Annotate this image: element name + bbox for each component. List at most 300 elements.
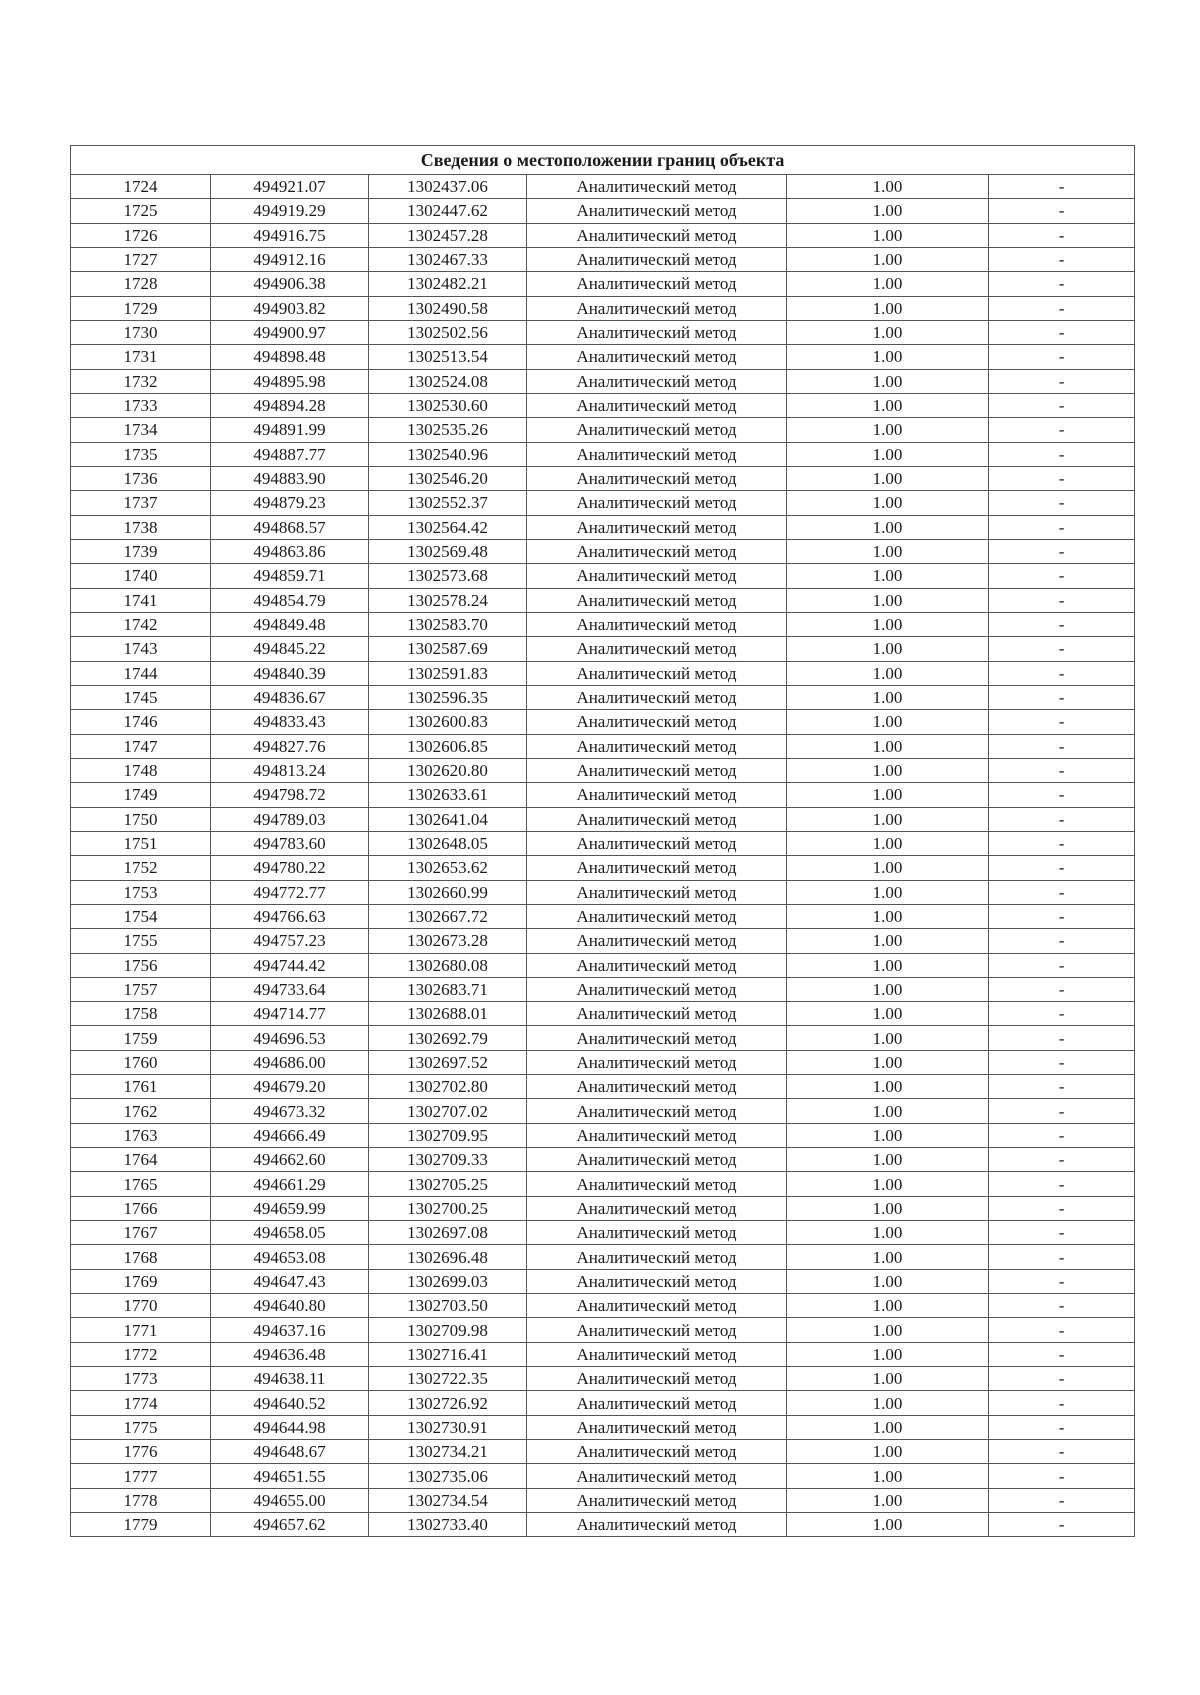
y-coordinate-cell: 1302437.06 (369, 175, 527, 199)
x-coordinate-cell: 494696.53 (211, 1026, 369, 1050)
accuracy-cell: 1.00 (787, 1026, 989, 1050)
description-cell: - (989, 1002, 1135, 1026)
table-row (71, 1269, 1135, 1293)
table-row (71, 1391, 1135, 1415)
point-number-cell: 1757 (71, 977, 211, 1001)
accuracy-cell: 1.00 (787, 1391, 989, 1415)
table-row (71, 369, 1135, 393)
x-coordinate-cell: 494658.05 (211, 1221, 369, 1245)
description-cell: - (989, 199, 1135, 223)
y-coordinate-cell: 1302482.21 (369, 272, 527, 296)
description-cell: - (989, 661, 1135, 685)
x-coordinate-cell: 494789.03 (211, 807, 369, 831)
table-row (71, 1196, 1135, 1220)
table-row (71, 442, 1135, 466)
accuracy-cell: 1.00 (787, 1342, 989, 1366)
point-number-cell: 1740 (71, 564, 211, 588)
document-page (70, 145, 1134, 1537)
point-number-cell: 1727 (71, 247, 211, 271)
method-cell: Аналитический метод (527, 1221, 787, 1245)
x-coordinate-cell: 494640.52 (211, 1391, 369, 1415)
method-cell: Аналитический метод (527, 345, 787, 369)
table-row (71, 710, 1135, 734)
x-coordinate-cell: 494657.62 (211, 1513, 369, 1537)
x-coordinate-cell: 494640.80 (211, 1294, 369, 1318)
x-coordinate-cell: 494887.77 (211, 442, 369, 466)
method-cell: Аналитический метод (527, 1464, 787, 1488)
description-cell: - (989, 783, 1135, 807)
description-cell: - (989, 685, 1135, 709)
table-row (71, 1294, 1135, 1318)
y-coordinate-cell: 1302578.24 (369, 588, 527, 612)
accuracy-cell: 1.00 (787, 1123, 989, 1147)
description-cell: - (989, 1367, 1135, 1391)
y-coordinate-cell: 1302447.62 (369, 199, 527, 223)
method-cell: Аналитический метод (527, 199, 787, 223)
y-coordinate-cell: 1302699.03 (369, 1269, 527, 1293)
y-coordinate-cell: 1302697.52 (369, 1050, 527, 1074)
y-coordinate-cell: 1302467.33 (369, 247, 527, 271)
x-coordinate-cell: 494638.11 (211, 1367, 369, 1391)
accuracy-cell: 1.00 (787, 588, 989, 612)
accuracy-cell: 1.00 (787, 612, 989, 636)
x-coordinate-cell: 494895.98 (211, 369, 369, 393)
y-coordinate-cell: 1302564.42 (369, 515, 527, 539)
x-coordinate-cell: 494662.60 (211, 1148, 369, 1172)
x-coordinate-cell: 494798.72 (211, 783, 369, 807)
x-coordinate-cell: 494859.71 (211, 564, 369, 588)
point-number-cell: 1779 (71, 1513, 211, 1537)
x-coordinate-cell: 494772.77 (211, 880, 369, 904)
x-coordinate-cell: 494733.64 (211, 977, 369, 1001)
x-coordinate-cell: 494868.57 (211, 515, 369, 539)
y-coordinate-cell: 1302707.02 (369, 1099, 527, 1123)
point-number-cell: 1765 (71, 1172, 211, 1196)
method-cell: Аналитический метод (527, 1367, 787, 1391)
table-row (71, 1367, 1135, 1391)
point-number-cell: 1749 (71, 783, 211, 807)
boundary-coordinates-table (70, 145, 1135, 1537)
method-cell: Аналитический метод (527, 612, 787, 636)
y-coordinate-cell: 1302660.99 (369, 880, 527, 904)
description-cell: - (989, 564, 1135, 588)
table-row (71, 831, 1135, 855)
accuracy-cell: 1.00 (787, 637, 989, 661)
method-cell: Аналитический метод (527, 539, 787, 563)
method-cell: Аналитический метод (527, 880, 787, 904)
point-number-cell: 1726 (71, 223, 211, 247)
method-cell: Аналитический метод (527, 783, 787, 807)
description-cell: - (989, 345, 1135, 369)
y-coordinate-cell: 1302591.83 (369, 661, 527, 685)
description-cell: - (989, 491, 1135, 515)
description-cell: - (989, 1123, 1135, 1147)
y-coordinate-cell: 1302540.96 (369, 442, 527, 466)
table-row (71, 1123, 1135, 1147)
y-coordinate-cell: 1302696.48 (369, 1245, 527, 1269)
description-cell: - (989, 515, 1135, 539)
accuracy-cell: 1.00 (787, 904, 989, 928)
table-row (71, 612, 1135, 636)
method-cell: Аналитический метод (527, 466, 787, 490)
accuracy-cell: 1.00 (787, 1318, 989, 1342)
description-cell: - (989, 856, 1135, 880)
table-row (71, 1002, 1135, 1026)
accuracy-cell: 1.00 (787, 320, 989, 344)
method-cell: Аналитический метод (527, 1391, 787, 1415)
method-cell: Аналитический метод (527, 418, 787, 442)
description-cell: - (989, 296, 1135, 320)
x-coordinate-cell: 494637.16 (211, 1318, 369, 1342)
accuracy-cell: 1.00 (787, 491, 989, 515)
table-row (71, 272, 1135, 296)
accuracy-cell: 1.00 (787, 685, 989, 709)
y-coordinate-cell: 1302606.85 (369, 734, 527, 758)
method-cell: Аналитический метод (527, 1075, 787, 1099)
method-cell: Аналитический метод (527, 491, 787, 515)
table-row (71, 977, 1135, 1001)
method-cell: Аналитический метод (527, 1123, 787, 1147)
table-row (71, 904, 1135, 928)
method-cell: Аналитический метод (527, 1342, 787, 1366)
accuracy-cell: 1.00 (787, 661, 989, 685)
y-coordinate-cell: 1302620.80 (369, 758, 527, 782)
table-row (71, 856, 1135, 880)
y-coordinate-cell: 1302734.21 (369, 1440, 527, 1464)
accuracy-cell: 1.00 (787, 1075, 989, 1099)
description-cell: - (989, 880, 1135, 904)
y-coordinate-cell: 1302490.58 (369, 296, 527, 320)
point-number-cell: 1759 (71, 1026, 211, 1050)
point-number-cell: 1725 (71, 199, 211, 223)
table-row (71, 1440, 1135, 1464)
accuracy-cell: 1.00 (787, 247, 989, 271)
accuracy-cell: 1.00 (787, 1367, 989, 1391)
x-coordinate-cell: 494919.29 (211, 199, 369, 223)
table-row (71, 637, 1135, 661)
accuracy-cell: 1.00 (787, 418, 989, 442)
accuracy-cell: 1.00 (787, 1269, 989, 1293)
method-cell: Аналитический метод (527, 1294, 787, 1318)
point-number-cell: 1762 (71, 1099, 211, 1123)
x-coordinate-cell: 494679.20 (211, 1075, 369, 1099)
table-row (71, 223, 1135, 247)
description-cell: - (989, 1269, 1135, 1293)
accuracy-cell: 1.00 (787, 1002, 989, 1026)
point-number-cell: 1772 (71, 1342, 211, 1366)
description-cell: - (989, 393, 1135, 417)
accuracy-cell: 1.00 (787, 710, 989, 734)
accuracy-cell: 1.00 (787, 880, 989, 904)
x-coordinate-cell: 494833.43 (211, 710, 369, 734)
method-cell: Аналитический метод (527, 637, 787, 661)
x-coordinate-cell: 494916.75 (211, 223, 369, 247)
method-cell: Аналитический метод (527, 904, 787, 928)
y-coordinate-cell: 1302726.92 (369, 1391, 527, 1415)
x-coordinate-cell: 494836.67 (211, 685, 369, 709)
accuracy-cell: 1.00 (787, 296, 989, 320)
description-cell: - (989, 1342, 1135, 1366)
point-number-cell: 1724 (71, 175, 211, 199)
x-coordinate-cell: 494912.16 (211, 247, 369, 271)
y-coordinate-cell: 1302573.68 (369, 564, 527, 588)
y-coordinate-cell: 1302709.95 (369, 1123, 527, 1147)
point-number-cell: 1734 (71, 418, 211, 442)
accuracy-cell: 1.00 (787, 515, 989, 539)
point-number-cell: 1743 (71, 637, 211, 661)
table-row (71, 199, 1135, 223)
x-coordinate-cell: 494651.55 (211, 1464, 369, 1488)
point-number-cell: 1739 (71, 539, 211, 563)
description-cell: - (989, 710, 1135, 734)
point-number-cell: 1774 (71, 1391, 211, 1415)
table-row (71, 807, 1135, 831)
accuracy-cell: 1.00 (787, 929, 989, 953)
table-row (71, 1075, 1135, 1099)
table-row (71, 1513, 1135, 1537)
point-number-cell: 1771 (71, 1318, 211, 1342)
description-cell: - (989, 612, 1135, 636)
accuracy-cell: 1.00 (787, 442, 989, 466)
table-row (71, 734, 1135, 758)
y-coordinate-cell: 1302569.48 (369, 539, 527, 563)
method-cell: Аналитический метод (527, 1440, 787, 1464)
x-coordinate-cell: 494813.24 (211, 758, 369, 782)
table-row (71, 758, 1135, 782)
description-cell: - (989, 466, 1135, 490)
y-coordinate-cell: 1302683.71 (369, 977, 527, 1001)
point-number-cell: 1761 (71, 1075, 211, 1099)
description-cell: - (989, 1464, 1135, 1488)
y-coordinate-cell: 1302535.26 (369, 418, 527, 442)
y-coordinate-cell: 1302722.35 (369, 1367, 527, 1391)
point-number-cell: 1733 (71, 393, 211, 417)
accuracy-cell: 1.00 (787, 831, 989, 855)
description-cell: - (989, 1148, 1135, 1172)
method-cell: Аналитический метод (527, 1050, 787, 1074)
point-number-cell: 1744 (71, 661, 211, 685)
point-number-cell: 1755 (71, 929, 211, 953)
table-body (71, 175, 1135, 1537)
description-cell: - (989, 1318, 1135, 1342)
description-cell: - (989, 1196, 1135, 1220)
accuracy-cell: 1.00 (787, 856, 989, 880)
method-cell: Аналитический метод (527, 1318, 787, 1342)
x-coordinate-cell: 494898.48 (211, 345, 369, 369)
method-cell: Аналитический метод (527, 223, 787, 247)
table-title: Сведения о местоположении границ объекта (71, 146, 1135, 175)
table-row (71, 1050, 1135, 1074)
table-row (71, 1245, 1135, 1269)
accuracy-cell: 1.00 (787, 1099, 989, 1123)
method-cell: Аналитический метод (527, 515, 787, 539)
method-cell: Аналитический метод (527, 1269, 787, 1293)
x-coordinate-cell: 494766.63 (211, 904, 369, 928)
description-cell: - (989, 1245, 1135, 1269)
description-cell: - (989, 320, 1135, 344)
point-number-cell: 1738 (71, 515, 211, 539)
accuracy-cell: 1.00 (787, 977, 989, 1001)
accuracy-cell: 1.00 (787, 734, 989, 758)
y-coordinate-cell: 1302680.08 (369, 953, 527, 977)
y-coordinate-cell: 1302702.80 (369, 1075, 527, 1099)
description-cell: - (989, 977, 1135, 1001)
accuracy-cell: 1.00 (787, 272, 989, 296)
description-cell: - (989, 1099, 1135, 1123)
method-cell: Аналитический метод (527, 1513, 787, 1537)
y-coordinate-cell: 1302552.37 (369, 491, 527, 515)
table-row (71, 1464, 1135, 1488)
point-number-cell: 1751 (71, 831, 211, 855)
y-coordinate-cell: 1302653.62 (369, 856, 527, 880)
method-cell: Аналитический метод (527, 977, 787, 1001)
point-number-cell: 1746 (71, 710, 211, 734)
x-coordinate-cell: 494655.00 (211, 1488, 369, 1512)
point-number-cell: 1777 (71, 1464, 211, 1488)
y-coordinate-cell: 1302692.79 (369, 1026, 527, 1050)
point-number-cell: 1728 (71, 272, 211, 296)
accuracy-cell: 1.00 (787, 199, 989, 223)
accuracy-cell: 1.00 (787, 1172, 989, 1196)
accuracy-cell: 1.00 (787, 1440, 989, 1464)
point-number-cell: 1747 (71, 734, 211, 758)
description-cell: - (989, 1294, 1135, 1318)
x-coordinate-cell: 494903.82 (211, 296, 369, 320)
accuracy-cell: 1.00 (787, 539, 989, 563)
y-coordinate-cell: 1302600.83 (369, 710, 527, 734)
point-number-cell: 1729 (71, 296, 211, 320)
accuracy-cell: 1.00 (787, 1148, 989, 1172)
x-coordinate-cell: 494921.07 (211, 175, 369, 199)
x-coordinate-cell: 494673.32 (211, 1099, 369, 1123)
table-row (71, 175, 1135, 199)
x-coordinate-cell: 494647.43 (211, 1269, 369, 1293)
y-coordinate-cell: 1302734.54 (369, 1488, 527, 1512)
y-coordinate-cell: 1302709.33 (369, 1148, 527, 1172)
description-cell: - (989, 442, 1135, 466)
description-cell: - (989, 734, 1135, 758)
y-coordinate-cell: 1302513.54 (369, 345, 527, 369)
method-cell: Аналитический метод (527, 1172, 787, 1196)
description-cell: - (989, 1391, 1135, 1415)
method-cell: Аналитический метод (527, 1488, 787, 1512)
x-coordinate-cell: 494906.38 (211, 272, 369, 296)
description-cell: - (989, 539, 1135, 563)
table-row (71, 539, 1135, 563)
method-cell: Аналитический метод (527, 685, 787, 709)
table-row (71, 320, 1135, 344)
accuracy-cell: 1.00 (787, 466, 989, 490)
description-cell: - (989, 1221, 1135, 1245)
table-row (71, 1026, 1135, 1050)
accuracy-cell: 1.00 (787, 393, 989, 417)
y-coordinate-cell: 1302703.50 (369, 1294, 527, 1318)
description-cell: - (989, 418, 1135, 442)
accuracy-cell: 1.00 (787, 1245, 989, 1269)
method-cell: Аналитический метод (527, 929, 787, 953)
description-cell: - (989, 175, 1135, 199)
description-cell: - (989, 1172, 1135, 1196)
description-cell: - (989, 1415, 1135, 1439)
method-cell: Аналитический метод (527, 1245, 787, 1269)
table-row (71, 1221, 1135, 1245)
point-number-cell: 1768 (71, 1245, 211, 1269)
point-number-cell: 1737 (71, 491, 211, 515)
y-coordinate-cell: 1302641.04 (369, 807, 527, 831)
table-row (71, 783, 1135, 807)
point-number-cell: 1778 (71, 1488, 211, 1512)
accuracy-cell: 1.00 (787, 564, 989, 588)
table-row (71, 1099, 1135, 1123)
table-row (71, 515, 1135, 539)
accuracy-cell: 1.00 (787, 783, 989, 807)
method-cell: Аналитический метод (527, 442, 787, 466)
point-number-cell: 1753 (71, 880, 211, 904)
accuracy-cell: 1.00 (787, 1196, 989, 1220)
table-title-row (71, 146, 1135, 175)
y-coordinate-cell: 1302705.25 (369, 1172, 527, 1196)
description-cell: - (989, 1440, 1135, 1464)
x-coordinate-cell: 494827.76 (211, 734, 369, 758)
y-coordinate-cell: 1302733.40 (369, 1513, 527, 1537)
method-cell: Аналитический метод (527, 247, 787, 271)
description-cell: - (989, 369, 1135, 393)
point-number-cell: 1763 (71, 1123, 211, 1147)
x-coordinate-cell: 494780.22 (211, 856, 369, 880)
method-cell: Аналитический метод (527, 734, 787, 758)
point-number-cell: 1732 (71, 369, 211, 393)
point-number-cell: 1775 (71, 1415, 211, 1439)
point-number-cell: 1736 (71, 466, 211, 490)
x-coordinate-cell: 494666.49 (211, 1123, 369, 1147)
description-cell: - (989, 904, 1135, 928)
accuracy-cell: 1.00 (787, 1415, 989, 1439)
table-row (71, 929, 1135, 953)
x-coordinate-cell: 494686.00 (211, 1050, 369, 1074)
description-cell: - (989, 247, 1135, 271)
method-cell: Аналитический метод (527, 1002, 787, 1026)
table-row (71, 491, 1135, 515)
method-cell: Аналитический метод (527, 1415, 787, 1439)
method-cell: Аналитический метод (527, 856, 787, 880)
x-coordinate-cell: 494894.28 (211, 393, 369, 417)
y-coordinate-cell: 1302730.91 (369, 1415, 527, 1439)
method-cell: Аналитический метод (527, 1026, 787, 1050)
y-coordinate-cell: 1302587.69 (369, 637, 527, 661)
method-cell: Аналитический метод (527, 1196, 787, 1220)
y-coordinate-cell: 1302583.70 (369, 612, 527, 636)
table-row (71, 953, 1135, 977)
accuracy-cell: 1.00 (787, 345, 989, 369)
point-number-cell: 1760 (71, 1050, 211, 1074)
accuracy-cell: 1.00 (787, 369, 989, 393)
y-coordinate-cell: 1302530.60 (369, 393, 527, 417)
method-cell: Аналитический метод (527, 393, 787, 417)
description-cell: - (989, 1488, 1135, 1512)
x-coordinate-cell: 494783.60 (211, 831, 369, 855)
point-number-cell: 1752 (71, 856, 211, 880)
y-coordinate-cell: 1302697.08 (369, 1221, 527, 1245)
method-cell: Аналитический метод (527, 1148, 787, 1172)
accuracy-cell: 1.00 (787, 223, 989, 247)
accuracy-cell: 1.00 (787, 1488, 989, 1512)
accuracy-cell: 1.00 (787, 1513, 989, 1537)
accuracy-cell: 1.00 (787, 1464, 989, 1488)
y-coordinate-cell: 1302648.05 (369, 831, 527, 855)
x-coordinate-cell: 494900.97 (211, 320, 369, 344)
point-number-cell: 1769 (71, 1269, 211, 1293)
point-number-cell: 1730 (71, 320, 211, 344)
